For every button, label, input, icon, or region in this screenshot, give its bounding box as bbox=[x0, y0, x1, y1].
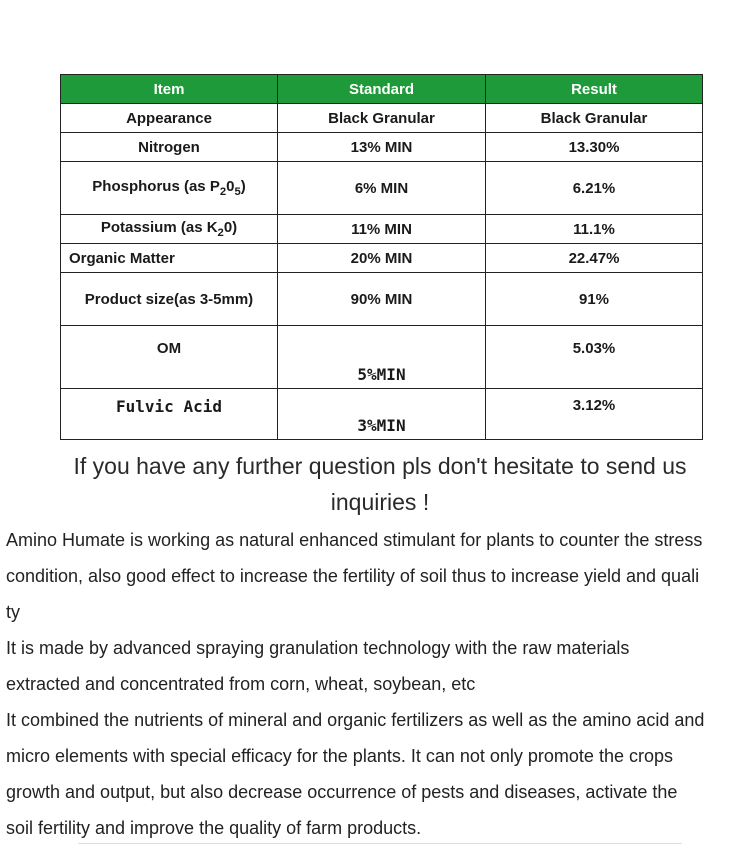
paragraph-line: soil fertility and improve the quality of farm products. bbox=[6, 818, 422, 838]
row-standard: 90% MIN bbox=[278, 273, 486, 326]
row-item: Nitrogen bbox=[61, 133, 278, 162]
item-text: 0 bbox=[226, 178, 235, 195]
row-standard: 6% MIN bbox=[278, 162, 486, 215]
row-result: 6.21% bbox=[486, 162, 703, 215]
row-result: 5.03% bbox=[486, 326, 703, 389]
row-item: OM bbox=[61, 326, 278, 389]
paragraph-line: extracted and concentrated from corn, wheat, soybean, etc bbox=[6, 674, 476, 694]
heading-line: inquiries ! bbox=[330, 489, 430, 515]
heading-line: If you have any further question pls don't hesitate to send us bbox=[73, 453, 687, 479]
row-item bbox=[61, 162, 278, 215]
item-text: ) bbox=[240, 178, 246, 195]
item-text: Potassium (as K bbox=[100, 219, 218, 236]
inquiry-heading bbox=[20, 448, 740, 520]
row-item: Product size(as 3-5mm) bbox=[61, 273, 278, 326]
row-result: 22.47% bbox=[486, 244, 703, 273]
item-text: Phosphorus (as P bbox=[92, 178, 220, 195]
paragraph-line: micro elements with special efficacy for the plants. It can not only promote the crops bbox=[6, 746, 673, 766]
table-row bbox=[61, 215, 703, 244]
row-standard: 5%MIN bbox=[278, 326, 486, 389]
header-result: Result bbox=[486, 75, 703, 104]
specification-table bbox=[60, 74, 703, 440]
subscript: 5 bbox=[234, 186, 241, 198]
table-row bbox=[61, 133, 703, 162]
paragraph-line: It is made by advanced spraying granulation technology with the raw materials bbox=[6, 638, 630, 658]
paragraph-line: growth and output, but also decrease occurrence of pests and diseases, activate the bbox=[6, 782, 678, 802]
subscript: 2 bbox=[219, 186, 227, 198]
paragraph-line: It combined the nutrients of mineral and organic fertilizers as well as the amino acid and bbox=[6, 710, 705, 730]
product-description bbox=[6, 522, 754, 846]
table-row bbox=[61, 326, 703, 389]
table-row bbox=[61, 244, 703, 273]
row-result: 91% bbox=[486, 273, 703, 326]
table-row bbox=[61, 273, 703, 326]
table-row bbox=[61, 104, 703, 133]
row-standard: 11% MIN bbox=[278, 215, 486, 244]
table-row bbox=[61, 389, 703, 440]
paragraph-line: Amino Humate is working as natural enhanced stimulant for plants to counter the stress bbox=[6, 530, 703, 550]
row-result: Black Granular bbox=[486, 104, 703, 133]
row-standard: 13% MIN bbox=[278, 133, 486, 162]
row-item bbox=[61, 215, 278, 244]
row-standard: Black Granular bbox=[278, 104, 486, 133]
row-item: Appearance bbox=[61, 104, 278, 133]
divider bbox=[78, 843, 682, 844]
paragraph-line: ty bbox=[6, 602, 21, 622]
row-result: 3.12% bbox=[486, 389, 703, 440]
row-result: 11.1% bbox=[486, 215, 703, 244]
row-item: Fulvic Acid bbox=[61, 389, 278, 440]
table-row bbox=[61, 162, 703, 215]
paragraph-line: condition, also good effect to increase the fertility of soil thus to increase yield and quali bbox=[6, 566, 700, 586]
row-standard: 3%MIN bbox=[278, 389, 486, 440]
subscript: 2 bbox=[217, 227, 224, 239]
row-item: Organic Matter bbox=[61, 244, 278, 273]
header-standard: Standard bbox=[278, 75, 486, 104]
row-result: 13.30% bbox=[486, 133, 703, 162]
header-item: Item bbox=[61, 75, 278, 104]
row-standard: 20% MIN bbox=[278, 244, 486, 273]
item-text: 0) bbox=[223, 219, 238, 236]
table-header-row bbox=[61, 75, 703, 104]
